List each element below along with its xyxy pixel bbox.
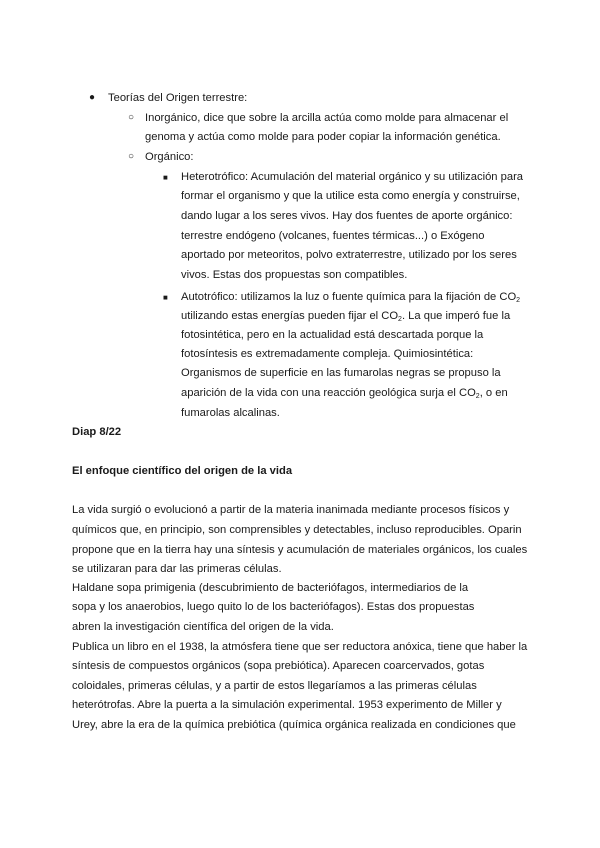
autotrophic-line: fumarolas alcalinas. xyxy=(181,407,280,419)
paragraph-line: coloidales, primeras células, y a partir de estos llegaríamos a las primeras células xyxy=(72,680,477,692)
inorganic-line: Inorgánico, dice que sobre la arcilla actúa como molde para almacenar el xyxy=(145,112,509,124)
heterotrophic-line: terrestre endógeno (volcanes, fuentes térmicas...) o Exógeno xyxy=(181,230,485,242)
autotrophic-line: fotosintética, pero en la actualidad está descartada porque la xyxy=(181,329,484,341)
paragraph-line: La vida surgió o evolucionó a partir de la materia inanimada mediante procesos físicos y xyxy=(72,504,510,516)
organic-label: Orgánico: xyxy=(145,151,194,163)
section-title: El enfoque científico del origen de la vida xyxy=(72,465,293,477)
heterotrophic-line: formar el organismo y que la utilice esta como energía y construirse, xyxy=(181,190,520,202)
heterotrophic-line: aportado por meteoritos, polvo extraterrestre, utilizado por los seres xyxy=(181,249,517,261)
slide-label: Diap 8/22 xyxy=(72,426,122,438)
bullet-square-icon: ■ xyxy=(163,173,168,182)
bullet-circle-icon: ○ xyxy=(128,112,135,123)
autotrophic-line: fotosíntesis es extremadamente compleja. Quimiosintética: xyxy=(181,348,474,360)
bullet-circle-icon: ○ xyxy=(128,151,135,162)
bullet-square-icon: ■ xyxy=(163,293,168,302)
paragraph-line: Publica un libro en el 1938, la atmósfera tiene que ser reductora anóxica, tiene que haber la xyxy=(72,641,528,653)
inorganic-line: genoma y actúa como molde para poder copiar la información genética. xyxy=(145,131,501,143)
paragraph-line: se utilizaran para dar las primeras células. xyxy=(72,563,282,575)
autotrophic-line: aparición de la vida con una reacción geológica surja el $CO_2$, o en xyxy=(181,387,508,400)
heterotrophic-line: vivos. Estas dos propuestas son compatibles. xyxy=(181,269,408,281)
paragraph-line: químicos que, en principio, son comprensibles y detectables, incluso reproducibles. Oparin xyxy=(72,524,522,536)
paragraph-line: heterótrofas. Abre la puerta a la simulación experimental. 1953 experimento de Miller y xyxy=(72,699,502,711)
paragraph-line: síntesis de compuestos orgánicos (sopa prebiótica). Aparecen coarcervados, gotas xyxy=(72,660,485,672)
autotrophic-line: Organismos de superficie en las fumarolas negras se propuso la xyxy=(181,367,501,379)
paragraph-line: Urey, abre la era de la química prebiótica (química orgánica realizada en condiciones que xyxy=(72,719,516,731)
autotrophic-line: Autotrófico: utilizamos la luz o fuente química para la fijación de $CO_2$ xyxy=(181,291,521,304)
autotrophic-line: utilizando estas energías pueden fijar el $CO_2$. La que imperó fue la xyxy=(181,310,511,323)
paragraph-line: sopa y los anaerobios, luego quito lo de los bacteriófagos). Estas dos propuestas xyxy=(72,601,475,613)
paragraph-line: abren la investigación científica del origen de la vida. xyxy=(72,621,334,633)
paragraph-line: Haldane sopa primigenia (descubrimiento de bacteriófagos, intermediarios de la xyxy=(72,582,469,594)
heterotrophic-line: Heterotrófico: Acumulación del material orgánico y su utilización para xyxy=(181,171,524,183)
bullet-dot-icon: ● xyxy=(89,92,96,103)
outline-heading: Teorías del Origen terrestre: xyxy=(108,92,248,104)
paragraph-line: propone que en la tierra hay una síntesis y acumulación de materiales orgánicos, los cuales xyxy=(72,544,528,556)
heterotrophic-line: dando lugar a los seres vivos. Hay dos fuentes de aporte orgánico: xyxy=(181,210,513,222)
